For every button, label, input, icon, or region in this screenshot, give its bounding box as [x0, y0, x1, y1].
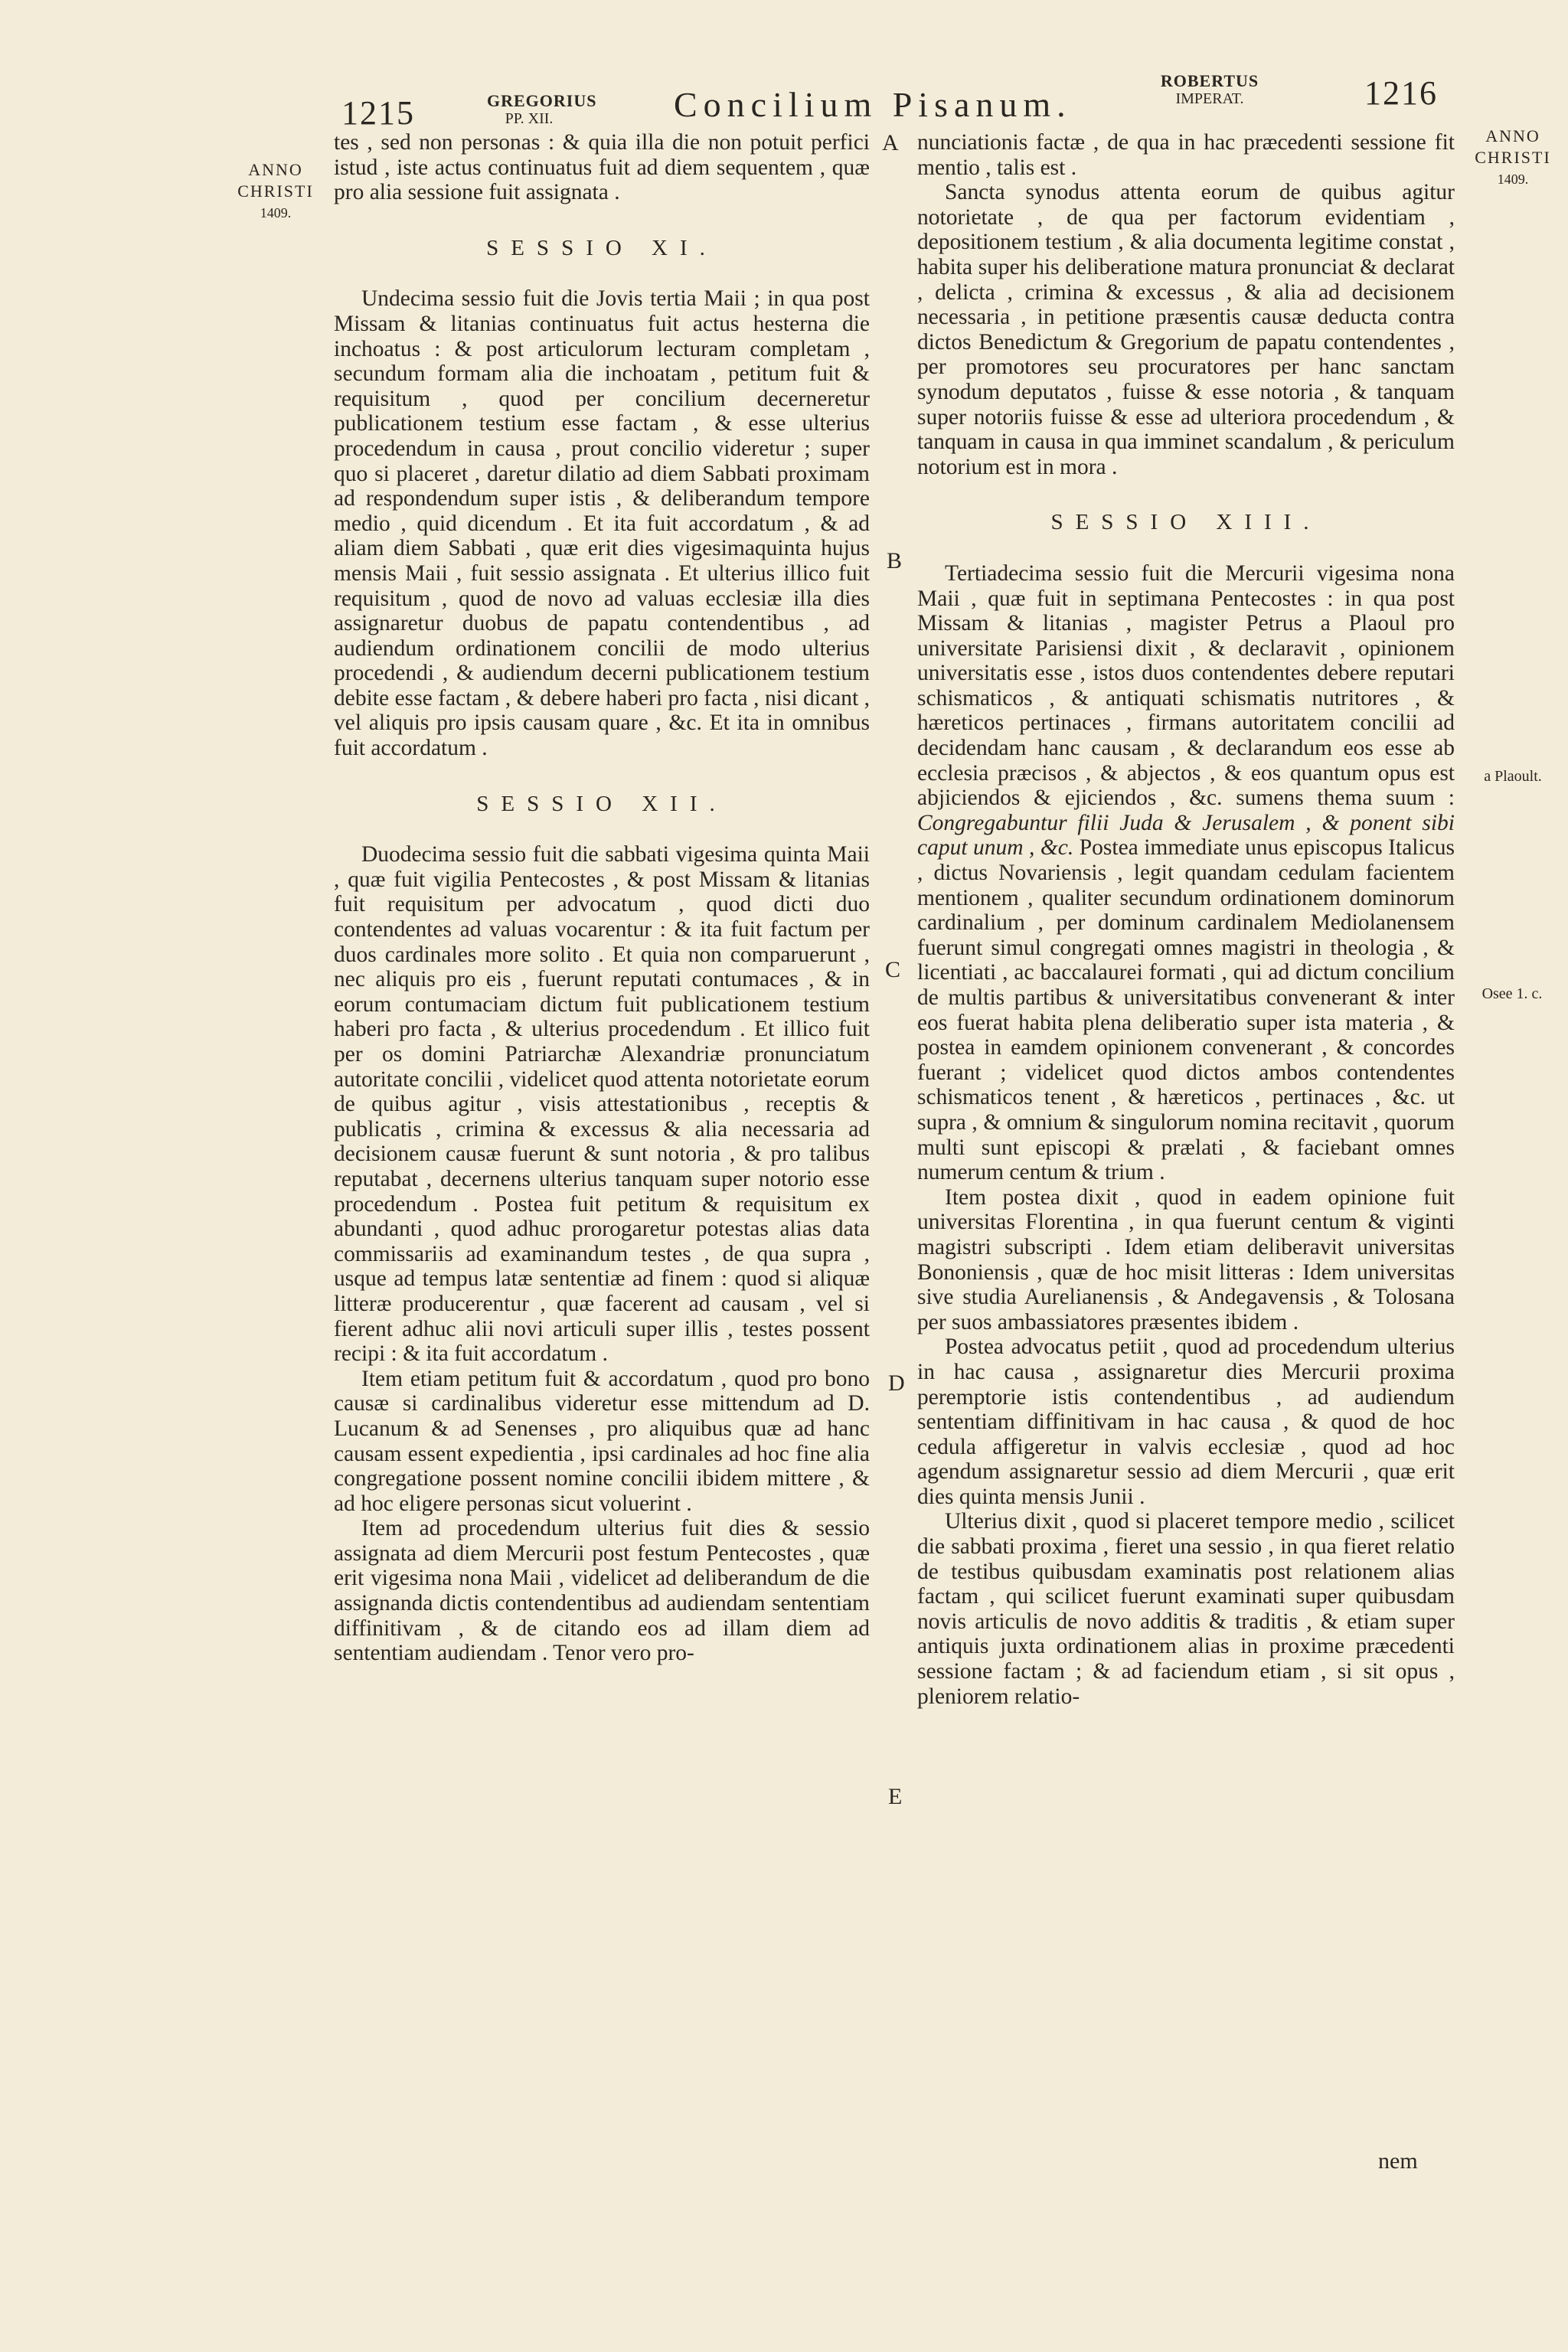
- left-margin-year: 1409.: [260, 205, 292, 220]
- right-margin-year: 1409.: [1497, 172, 1529, 187]
- left-running-head-top: GREGORIUS: [487, 91, 597, 110]
- scripture-quotation: Congregabuntur filii Juda & Jerusalem , & ponent sibi caput unum , &c.: [917, 810, 1455, 861]
- session-13-text-part-a: Tertiadecima sessio fuit die Mercurii vigesima nona Maii , quæ fuit in septimana Pentecostes : in qua post Missam & litanias , magister Petrus a Plaoul pro universitate Parisiensi dixit , & declaravit , opinionem universitatis esse , istos duos contendentes debere reputari schismaticos , & antiquati schismatis nutritores , & hæreticos pertinaces , firmans autoritatem concilii ad decidendam hanc causam , & declarandum eos esse ab ecclesia præcisos , & abjectos , & eos quantum opus est abjiciendos & ejiciendos , &c. sumens thema suum :: [917, 560, 1455, 811]
- section-letter-a: A: [882, 130, 899, 155]
- right-running-head: [1133, 72, 1286, 107]
- session-13-paragraph: [917, 561, 1455, 1185]
- left-margin-anno: ANNO: [248, 160, 303, 179]
- left-running-head: [487, 91, 597, 127]
- item-petitum-paragraph: Item etiam petitum fuit & accordatum , quod pro bono causæ si cardinalibus videretur esse mittendum ad D. Lucanum & ad Senenses , pro aliquibus quæ ad hanc causam essent expedientia , ipsi cardinales ad hoc fine alia congregatione possent nomine concilii ibidem mittere , & ad hoc eligere personas sicut voluerint .: [334, 1366, 870, 1516]
- ulterius-dixit-paragraph: Ulterius dixit , quod si placeret tempore medio , scilicet die sabbati proxima , fieret una sessio , in qua fieret relatio de testibus quibusdam examinatis post relationem alias factam , qui scilicet fuerunt examinati super quibusdam novis articulis de novo additis & traditis , & etiam super antiquis juxta ordinationem alias in proxime præcedenti sessione factam ; & ad faciendum etiam , si sit opus , pleniorem relatio-: [917, 1509, 1455, 1709]
- right-opening-paragraph: nunciationis factæ , de qua in hac præcedenti sessione fit mentio , talis est .: [917, 130, 1455, 180]
- margin-note-plaoul: a Plaoult.: [1484, 768, 1542, 785]
- session-12-heading: SESSIO XII.: [476, 791, 727, 816]
- right-running-head-bottom: IMPERAT.: [1175, 90, 1244, 107]
- right-column: [917, 130, 1455, 1709]
- left-margin-year-note: [222, 159, 329, 224]
- catchword: nem: [1378, 2148, 1418, 2174]
- left-running-head-bottom: PP. XII.: [505, 110, 554, 127]
- right-margin-year-note: [1459, 126, 1566, 190]
- margin-note-osee: Osee 1. c.: [1481, 985, 1543, 1002]
- left-opening-paragraph: tes , sed non personas : & quia illa die non potuit perfici istud , iste actus continuatus fuit ad diem sequentem , quæ pro alia sessione fuit assignata .: [334, 130, 870, 205]
- session-13-heading: SESSIO XIII.: [1050, 510, 1321, 535]
- page-title: Concilium Pisanum.: [674, 85, 1072, 124]
- item-universitas-paragraph: Item postea dixit , quod in eadem opinione fuit universitas Florentina , in qua fuerunt centum & viginti magistri subscripti . Idem etiam deliberavit universitas Bononiensis , quæ de hoc misit litteras : Idem universitas sive studia Aurelianensis , & Andegavensis , & Tolosana per suos ambassiatores præsentes ibidem .: [917, 1184, 1455, 1334]
- section-letter-e: E: [888, 1784, 903, 1809]
- session-13-text-part-b: Postea immediate unus episcopus Italicus , dictus Novariensis , legit quandam cedulam facientem mentionem , qualiter secundum ordinationem dominorum cardinalium , per dominum cardinalem Mediolanensem fuerunt simul congregati omnes magistri in theologia , & licentiati , ac baccalaurei formati , qui ad dictum concilium de multis partibus & universitatibus convenerant & inter eos fuerat habita plena deliberatio super ista materia , & postea in eamdem opinionem convenerant , & concordes fuerant ; videlicet quod dictos ambos contendentes schismaticos tenent , & hæreticos , pertinaces , &c. ut supra , & omnium & singulorum nomina recitavit , quorum multi sunt episcopi & prælati , & faciebant omnes numerum centum & trium .: [917, 835, 1455, 1185]
- left-page-number: 1215: [341, 94, 415, 132]
- sancta-synodus-paragraph: Sancta synodus attenta eorum de quibus agitur notorietate , de qua per factorum evidentiam , depositionem testium , & alia documenta legitime constat , habita super his deliberatione matura pronunciat & declarat , delicta , crimina & excessus , & alia ad decisionem necessaria , in petitione præsentis causæ deducta contra dictos Benedictum & Gregorium de papatu contendentes , per promotores seu procuratores per hanc sanctam synodum deputatos , fuisse & esse notoria , & tanquam super notoriis fuisse & esse ad ulteriora procedendum , & tanquam in causa in qua imminet scandalum , & periculum notorium est in mora .: [917, 180, 1455, 479]
- right-margin-christi: CHRISTI: [1475, 148, 1551, 167]
- session-11-heading: SESSIO XI.: [486, 235, 717, 260]
- session-12-paragraph: Duodecima sessio fuit die sabbati vigesima quinta Maii , quæ fuit vigilia Pentecostes , & post Missam & litanias fuit requisitum per advocatum , quod dicti duo contendentes ad valuas vocarentur : & ita fuit factum per duos cardinales more solito . Et quia non comparuerunt , nec aliquis pro eis , fuerunt reputati contumaces , & in eorum contumaciam dictum fuit publicationem testium haberi pro facta , & ulterius procedendum . Et illico fuit per os domini Patriarchæ Alexandriæ pronunciatum autoritate concilii , videlicet quod attenta notorietate eorum de quibus agitur , visis attestationibus , receptis & publicatis , crimina & excessus & alia necessaria ad decisionem causæ fuerunt & sunt notoria , & pro talibus reputabat , decernens ulterius tanquam super notorio esse procedendum . Postea fuit petitum & requisitum ex abundanti , quod adhuc prorogaretur potestas alias data commissariis ad examinandum testes , de qua supra , usque ad tempus latæ sententiæ ad finem : quod si aliquæ litteræ producerentur , quæ facerent ad causam , vel si fierent adhuc alii novi articuli super illis , testes possent recipi : & ita fuit accordatum .: [334, 842, 870, 1367]
- left-margin-christi: CHRISTI: [237, 181, 314, 201]
- postea-advocatus-paragraph: Postea advocatus petiit , quod ad procedendum ulterius in hac causa , assignaretur dies Mercurii proxima peremptorie istis contendentibus , ad audiendum sententiam diffinitivam in hac causa , & quod de hoc cedula affigeretur in valvis ecclesiæ , quod ad hoc agendum assignaretur sessio ad diem Mercurii , quæ erit dies quinta mensis Junii .: [917, 1334, 1455, 1509]
- item-procedendum-paragraph: Item ad procedendum ulterius fuit dies & sessio assignata ad diem Mercurii post festum Pentecostes , quæ erit vigesima nona Maii , videlicet ad deliberandum de die assignanda dictis contendentibus ad audiendam sententiam diffinitivam , & de citando eos ad illam diem ad sententiam audiendam . Tenor vero pro-: [334, 1516, 870, 1666]
- right-running-head-top: ROBERTUS: [1160, 71, 1259, 90]
- right-margin-anno: ANNO: [1485, 126, 1540, 145]
- right-page-number: 1216: [1364, 74, 1438, 112]
- left-column: [334, 130, 870, 1666]
- session-11-paragraph: Undecima sessio fuit die Jovis tertia Maii ; in qua post Missam & litanias continuatus fuit actus hesterna die inchoatus : & post articulorum lecturam completam , secundum formam alia die inchoatam , petitum fuit & requisitum , quod per concilium decerneretur publicationem testium esse factam , & esse ulterius procedendum in causa , prout concilio videretur ; super quo si placeret , daretur dilatio ad diem Sabbati proximam ad respondendum super istis , & deliberandum tempore medio , quid dicendum . Et ita fuit accordatum , & ad aliam diem Sabbati , quæ erit dies vigesimaquinta hujus mensis Maii , fuit sessio assignata . Et ulterius illico fuit requisitum , quod de novo ad valuas ecclesiæ illa dies assignaretur duobus de papatu contendentibus , ad audiendum ordinationem concilii de modo ulterius procedendi , & audiendum decerni publicationem testium debite esse factam , & debere haberi pro facta , nisi dicant , vel aliquis pro ipsis causam quare , &c. Et ita in omnibus fuit accordatum .: [334, 286, 870, 761]
- section-letter-d: D: [888, 1370, 905, 1396]
- section-letter-c: C: [885, 957, 901, 982]
- section-letter-b: B: [887, 548, 903, 573]
